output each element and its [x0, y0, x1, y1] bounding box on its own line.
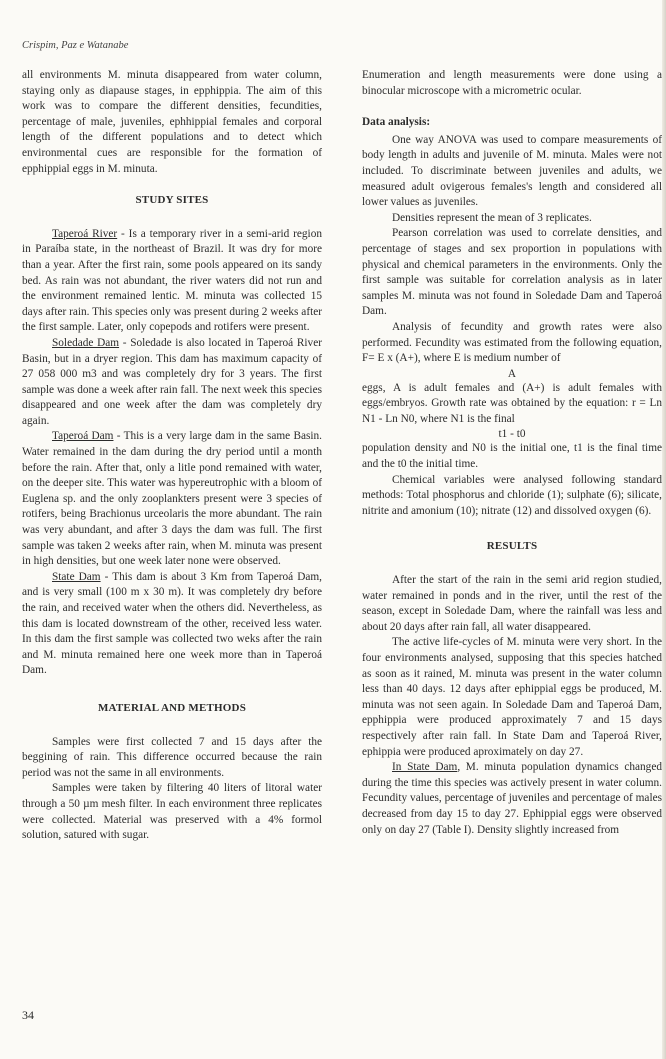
page-number: 34 — [22, 1008, 34, 1022]
enumeration-paragraph: Enumeration and length measurements were done using a binocular microscope with a micrometric ocular. — [362, 69, 662, 97]
data-analysis-heading: Data analysis: — [362, 116, 431, 129]
page-edge-shadow — [662, 0, 666, 1059]
site-name: Soledade Dam — [52, 336, 120, 349]
results-paragraph-1: After the start of the rain in the semi arid region studied, water remained in ponds and in the river, until the rest of the season, except in Soledade Dam, where the rainfall was less and about 20 days after rain fall, all water disappeared. — [362, 574, 662, 633]
site-name: State Dam — [52, 570, 101, 583]
analysis-growth: eggs, A is adult females and (A+) is adult females with eggs/embryos. Growth rate was obtained by the equation: r = Ln N1 - Ln N0, where N1 is the final — [362, 381, 662, 425]
site-taperoa-dam — [22, 429, 322, 569]
analysis-densities: Densities represent the mean of 3 replicates. — [392, 211, 592, 224]
analysis-chemical: Chemical variables were analysed following standard methods: Total phosphorus and chloride (1); sulphate (6); silicate, nitrite and amonium (10); nitrate (12) and dissolved oxygen (6). — [362, 473, 662, 517]
results-text: , M. minuta population dynamics changed during the time this species was actively present in water column. Fecundity values, percentage of juveniles and percentage of males decreased from day 15 to day 27. Ephippial eggs were observed only on day 27 (Table I). Density slightly increased from — [362, 761, 662, 836]
growth-denominator: t1 - t0 — [498, 428, 526, 441]
site-soledade-dam — [22, 336, 322, 430]
study-sites-heading: STUDY SITES — [135, 194, 209, 207]
methods-paragraph-1: Samples were first collected 7 and 15 days after the beggining of rain. This difference occurred because the rain period was not the same in all environments. — [22, 735, 322, 779]
site-state-dam — [22, 570, 322, 679]
results-paragraph-2: The active life-cycles of M. minuta were very short. In the four environments analysed, supposing that this species hatched as soon as it rained, M. minuta was present in the water column less than 40 days. 12 days after ephippial eggs be produced, M. minuta was not seen again. In Soledade Dam and Taperoá Dam, epphippia were produced approximately 7 and 15 days respectively after rain fall. In State Dam and Taperoá River, ephippia were produced aproximately on day 27. — [362, 636, 662, 758]
right-column — [362, 68, 662, 838]
analysis-fecundity: Analysis of fecundity and growth rates were also performed. Fecundity was estimated from the following equation, F= E x (A+), where E is medium number of — [362, 320, 662, 365]
site-description: - Is a temporary river in a semi-arid region in Paraíba state, in the northeast of Brazil. It was dry for more than a year. After the first rain, some pools appeared on its sandy bed. As rain was not abundant, the river waters did not run and the environment remained lentic. M. minuta was collected 15 days after rain. This species only was present during 2 weeks after the first sample. Later, only copepods and rotifers were present. — [22, 227, 322, 334]
intro-paragraph: all environments M. minuta disappeared from water column, staying only as diapause stages, in epphippia. The aim of this work was to compare the different densities, fecundities, percentage of male, juveniles, ephhippial females and corporal length of the different populations and to detect which environmental cues are responsible for the formation of epphippial eggs in M. minuta. — [22, 69, 322, 175]
methods-heading: MATERIAL AND METHODS — [97, 701, 247, 714]
results-paragraph-3 — [362, 760, 662, 838]
fecundity-denominator: A — [507, 367, 517, 380]
results-site-name: In State Dam — [392, 761, 458, 774]
left-column — [22, 68, 322, 844]
results-heading: RESULTS — [486, 540, 538, 553]
running-header: Crispim, Paz e Watanabe — [22, 40, 129, 51]
site-taperoa-river — [22, 227, 322, 336]
site-name: Taperoá Dam — [52, 430, 114, 443]
analysis-growth-end: population density and N0 is the initial one, t1 is the final time and the t0 the initial time. — [362, 442, 662, 471]
site-description: - This dam is about 3 Km from Taperoá Dam, and is very small (100 m x 30 m). It was completely dry before the rain, and received water when the others did. Nevertheless, as this dam is located downstream of the other, received less water. In this dam the first sample was collected two weks after the rain and M. minuta remained here one week more than in Taperoá Dam. — [22, 570, 323, 677]
site-description: - This is a very large dam in the same Basin. Water remained in the dam during the dry period until a month before the rain. After that, only a litle pond remained with water, on the deeper site. This water was hypereutrophic with a bloom of Euglena sp. and the only zooplankters present were 3 species of rotifers, being Brachionus urceolaris the more abundant. The rain was very abundant, and after 3 days the dam was full. The first sample was taken 2 weeks after rain, when M. minuta was present in high densities, but one week later none were observed. — [22, 430, 323, 568]
site-description: - Soledade is also located in Taperoá River Basin, but in a dryer region. This dam has maximum capacity of 27 058 000 m3 and was completely dry for 3 years. The first sample was done a week after rain fall. The next week this species disappeared and one week after the dam was completely dry again. — [22, 336, 322, 427]
analysis-pearson: Pearson correlation was used to correlate densities, and percentage of stages and sex proportion in populations with physical and chemical parameters in the environments. Only the first sample was suitable for correlation analysis as in later samples M. minuta was not found in Soledade Dam and Taperoá Dam. — [362, 227, 662, 318]
methods-paragraph-2: Samples were taken by filtering 40 liters of litoral water through a 50 µm mesh filter. In each environment three replicates were collected. Material was preserved with a 4% formol solution, satured with sugar. — [22, 782, 322, 842]
site-name: Taperoá River — [52, 227, 118, 240]
analysis-anova: One way ANOVA was used to compare measurements of body length in adults and juvenile of M. minuta. Males were not included. To discriminate between juveniles and adults, we measured adult ovigerous females's length and considered all lower values as juveniles. — [362, 133, 662, 209]
